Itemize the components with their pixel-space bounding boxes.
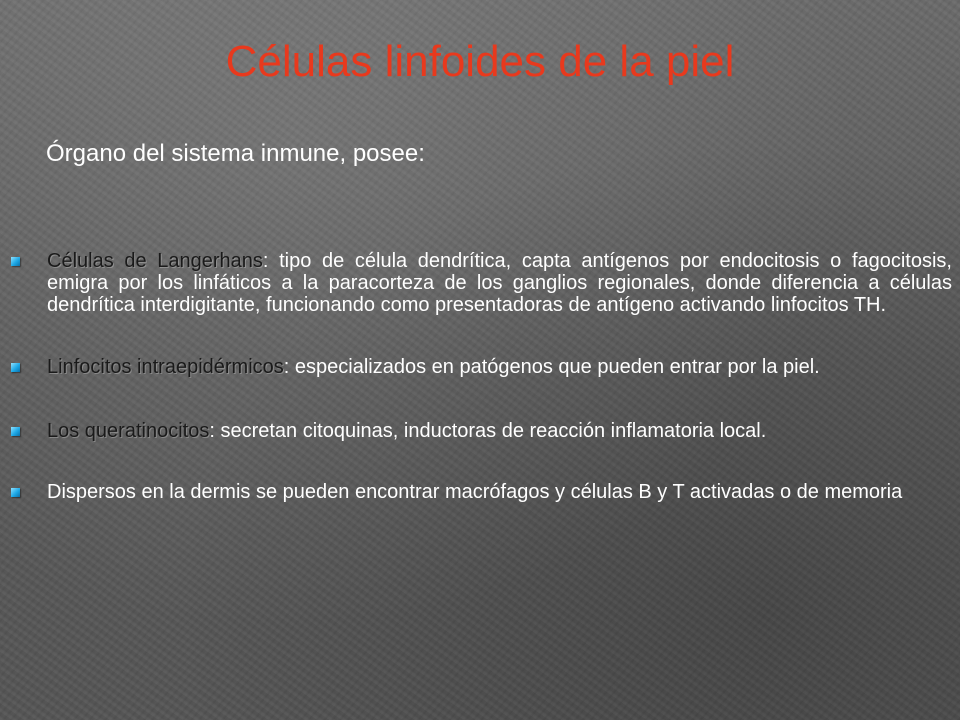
bullet-item-queratinocitos [8,420,952,442]
slide-title: Células linfoides de la piel [225,37,735,86]
slide-subtitle: Órgano del sistema inmune, posee: [46,140,425,167]
square-bullet-icon [11,257,20,266]
bullet-item-dermis [8,481,952,503]
bullet-text: Dispersos en la dermis se pueden encontrar macrófagos y células B y T activadas o de memoria [47,481,903,503]
bullet-term: Linfocitos intraepidérmicos [47,356,284,378]
bullet-term: Los queratinocitos [47,420,210,442]
bullet-item-linfocitos [8,356,952,378]
bullet-text: : especializados en patógenos que pueden entrar por la piel. [283,356,820,378]
bullet-text: : secretan citoquinas, inductoras de reacción inflamatoria local. [209,420,767,442]
square-bullet-icon [11,427,20,436]
bullet-term: Células de Langerhans [47,250,263,272]
square-bullet-icon [11,488,20,497]
bullet-text: : tipo de célula dendrítica, capta antígenos por endocitosis o fagocitosis, emigra por los linfáticos a la paracorteza de los ganglios regionales, donde diferencia a células dendrítica interdigitante, funcionando como presentadoras de antígeno activando linfocitos TH. [47,250,952,316]
bullet-list [8,250,952,541]
square-bullet-icon [11,363,20,372]
bullet-item-langerhans [8,250,952,316]
